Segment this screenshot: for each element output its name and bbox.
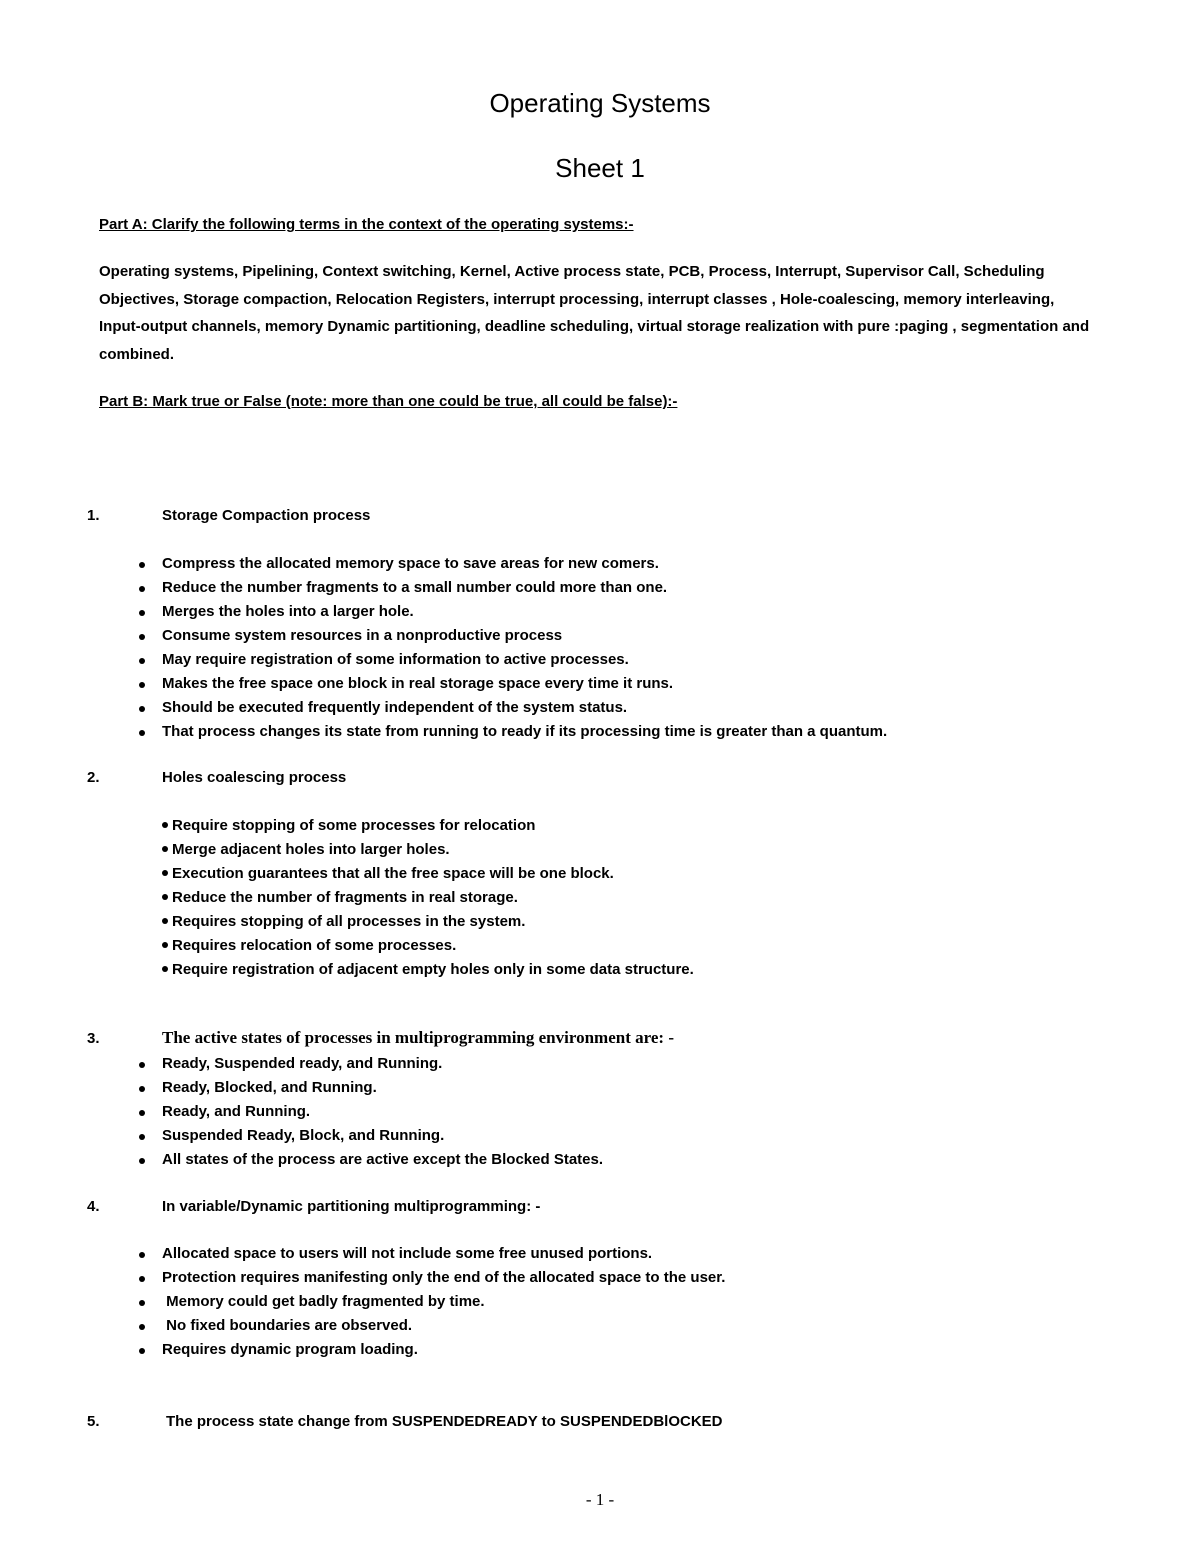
- question-2-number: 2.: [87, 769, 100, 786]
- question-4-options: [135, 1242, 725, 1362]
- bullet-icon: [139, 1158, 145, 1164]
- question-3-number: 3.: [87, 1030, 100, 1047]
- list-item: Ready, and Running.: [135, 1100, 603, 1124]
- question-1-text: Storage Compaction process: [162, 507, 371, 524]
- question-4-text: In variable/Dynamic partitioning multiprogramming: -: [162, 1198, 541, 1215]
- question-4-number: 4.: [87, 1198, 100, 1215]
- question-3-options: [135, 1052, 603, 1172]
- list-item: Execution guarantees that all the free space will be one block.: [162, 862, 694, 886]
- bullet-icon: [139, 1134, 145, 1140]
- document-subtitle: Sheet 1: [555, 153, 645, 183]
- list-item: Require registration of adjacent empty holes only in some data structure.: [162, 958, 694, 982]
- list-item: All states of the process are active except the Blocked States.: [135, 1148, 603, 1172]
- list-item: May require registration of some information to active processes.: [135, 648, 887, 672]
- list-item: Ready, Suspended ready, and Running.: [135, 1052, 603, 1076]
- list-item: Requires relocation of some processes.: [162, 934, 694, 958]
- list-item: Consume system resources in a nonproductive process: [135, 624, 887, 648]
- bullet-icon: [162, 846, 168, 852]
- question-1-number: 1.: [87, 507, 100, 524]
- list-item: Reduce the number fragments to a small number could more than one.: [135, 576, 887, 600]
- part-b-heading: Part B: Mark true or False (note: more than one could be true, all could be false):-: [99, 393, 678, 410]
- list-item: Should be executed frequently independent of the system status.: [135, 696, 887, 720]
- part-a-heading: Part A: Clarify the following terms in the context of the operating systems:-: [99, 216, 634, 233]
- list-item: Protection requires manifesting only the end of the allocated space to the user.: [135, 1266, 725, 1290]
- bullet-icon: [139, 658, 145, 664]
- question-5-number: 5.: [87, 1413, 100, 1430]
- list-item: Allocated space to users will not include some free unused portions.: [135, 1242, 725, 1266]
- bullet-icon: [139, 586, 145, 592]
- bullet-icon: [139, 562, 145, 568]
- bullet-icon: [139, 610, 145, 616]
- question-1-options: [135, 552, 887, 744]
- bullet-icon: [162, 822, 168, 828]
- bullet-icon: [139, 634, 145, 640]
- list-item: Requires dynamic program loading.: [135, 1338, 725, 1362]
- list-item: Merge adjacent holes into larger holes.: [162, 838, 694, 862]
- list-item: That process changes its state from running to ready if its processing time is greater than a quantum.: [135, 720, 887, 744]
- bullet-icon: [139, 1300, 145, 1306]
- question-3-text: The active states of processes in multiprogramming environment are: -: [162, 1028, 674, 1047]
- bullet-icon: [139, 1110, 145, 1116]
- bullet-icon: [139, 1348, 145, 1354]
- list-item: Ready, Blocked, and Running.: [135, 1076, 603, 1100]
- list-item: Suspended Ready, Block, and Running.: [135, 1124, 603, 1148]
- bullet-icon: [139, 682, 145, 688]
- bullet-icon: [139, 1324, 145, 1330]
- list-item: Compress the allocated memory space to save areas for new comers.: [135, 552, 887, 576]
- list-item: Reduce the number of fragments in real storage.: [162, 886, 694, 910]
- bullet-icon: [162, 966, 168, 972]
- bullet-icon: [139, 1276, 145, 1282]
- bullet-icon: [162, 942, 168, 948]
- question-2-text: Holes coalescing process: [162, 769, 347, 786]
- bullet-icon: [139, 730, 145, 736]
- list-item: Memory could get badly fragmented by time.: [135, 1290, 725, 1314]
- bullet-icon: [162, 870, 168, 876]
- bullet-icon: [139, 1252, 145, 1258]
- list-item: Merges the holes into a larger hole.: [135, 600, 887, 624]
- list-item: Makes the free space one block in real storage space every time it runs.: [135, 672, 887, 696]
- bullet-icon: [139, 706, 145, 712]
- bullet-icon: [162, 894, 168, 900]
- bullet-icon: [139, 1062, 145, 1068]
- list-item: Require stopping of some processes for relocation: [162, 814, 694, 838]
- page-number: - 1 -: [585, 1490, 615, 1509]
- list-item: No fixed boundaries are observed.: [135, 1314, 725, 1338]
- question-5-text: The process state change from SUSPENDEDREADY to SUSPENDEDBlOCKED: [166, 1413, 723, 1430]
- document-title: Operating Systems: [489, 88, 711, 118]
- part-a-text: Operating systems, Pipelining, Context switching, Kernel, Active process state, PCB, Process, Interrupt, Supervisor Call, Scheduling Objectives, Storage compaction, Relocation Registers, interrupt processing, interrupt classes , Hole-coalescing, memory interleaving, Input-output channels, memory Dynamic partitioning, deadline scheduling, virtual storage realization with pure :paging , segmentation and combined.: [99, 263, 1090, 363]
- question-2-options: [162, 814, 694, 982]
- list-item: Requires stopping of all processes in the system.: [162, 910, 694, 934]
- bullet-icon: [139, 1086, 145, 1092]
- bullet-icon: [162, 918, 168, 924]
